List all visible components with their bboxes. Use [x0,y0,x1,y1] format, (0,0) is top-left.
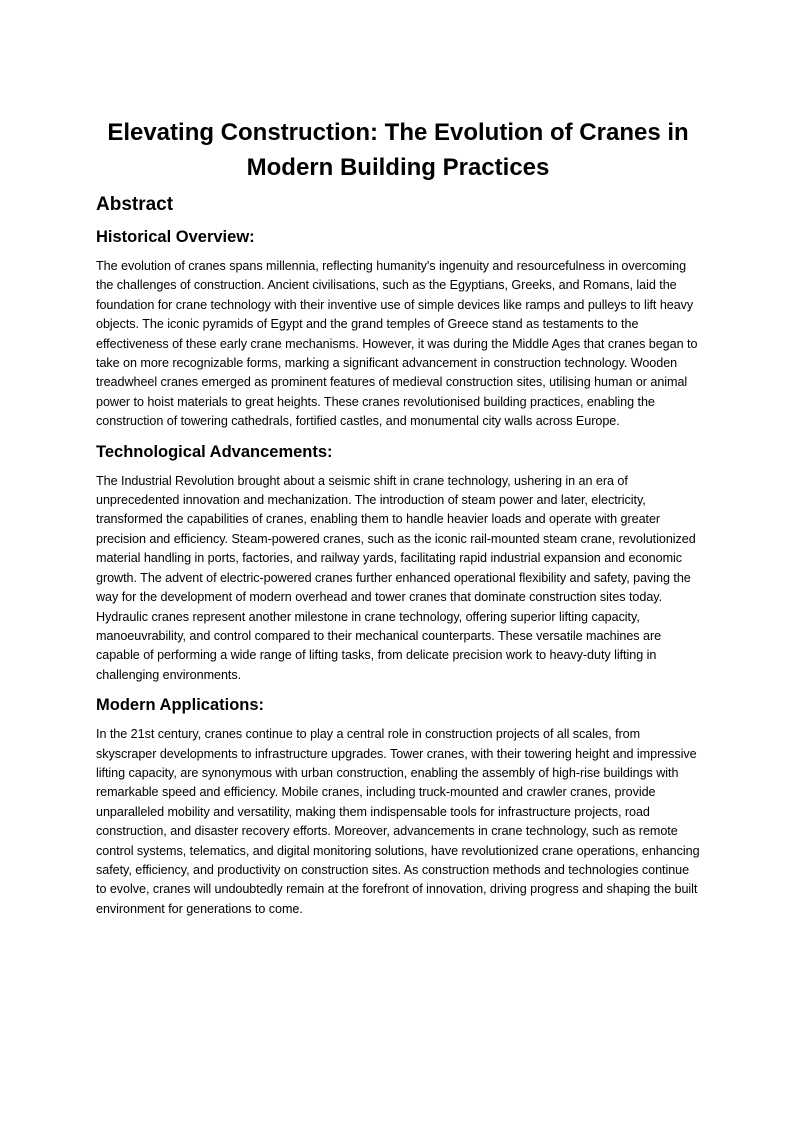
section-body: The Industrial Revolution brought about a seismic shift in crane technology, ushering in an era of unprecedented innovation and mechanization. The introduction of steam power and later, electricity, transformed the capabilities of cranes, enabling them to handle heavier loads and operate with greater precision and efficiency. Steam-powered cranes, such as the iconic rail-mounted steam crane, revolutionized material handling in ports, factories, and railway yards, facilitating rapid industrial expansion and economic growth. The advent of electric-powered cranes further enhanced operational flexibility and safety, paving the way for the development of modern overhead and tower cranes that dominate construction sites today. Hydraulic cranes represent another milestone in crane technology, offering superior lifting capacity, manoeuvrability, and control compared to their mechanical counterparts. These versatile machines are capable of performing a wide range of lifting tasks, from delicate precision work to heavy-duty lifting in challenging environments. [96,473,696,682]
document-page [96,115,700,919]
section-body: In the 21st century, cranes continue to play a central role in construction projects of all scales, from skyscraper developments to infrastructure upgrades. Tower cranes, with their towering height and impressive lifting capacity, are synonymous with urban construction, enabling the assembly of high-rise buildings with remarkable speed and efficiency. Mobile cranes, including truck-mounted and crawler cranes, provide unparalleled mobility and versatility, making them indispensable tools for infrastructure projects, road construction, and disaster recovery efforts. Moreover, advancements in crane technology, such as remote control systems, telematics, and digital monitoring solutions, have revolutionized crane operations, enhancing safety, efficiency, and productivity on construction sites. As construction methods and technologies continue to evolve, cranes will undoubtedly remain at the forefront of innovation, driving progress and shaping the built environment for generations to come. [96,727,700,916]
section-heading: Historical Overview: [96,228,255,246]
document-title: Elevating Construction: The Evolution of Cranes in Modern Building Practices [107,119,689,181]
abstract-heading: Abstract [96,194,174,215]
section-historical-overview [96,226,700,432]
section-heading: Modern Applications: [96,696,265,715]
section-modern-applications [96,694,700,919]
section-technological-advancements [96,441,700,685]
section-heading: Technological Advancements: [96,442,333,461]
section-body: The evolution of cranes spans millennia, reflecting humanity's ingenuity and resourcefulness in overcoming the challenges of construction. Ancient civilisations, such as the Egyptians, Greeks, and Romans, laid the foundation for crane technology with their inventive use of simple devices like ramps and pulleys to lift heavy objects. The iconic pyramids of Egypt and the grand temples of Greece stand as testaments to the effectiveness of these early crane mechanisms. However, it was during the Middle Ages that cranes began to take on more recognizable forms, marking a significant advancement in construction technology. Wooden treadwheel cranes emerged as prominent features of medieval construction sites, utilising human or animal power to hoist materials to great heights. These cranes revolutionised building practices, enabling the construction of towering cathedrals, fortified castles, and monumental city walls across Europe. [96,259,698,429]
